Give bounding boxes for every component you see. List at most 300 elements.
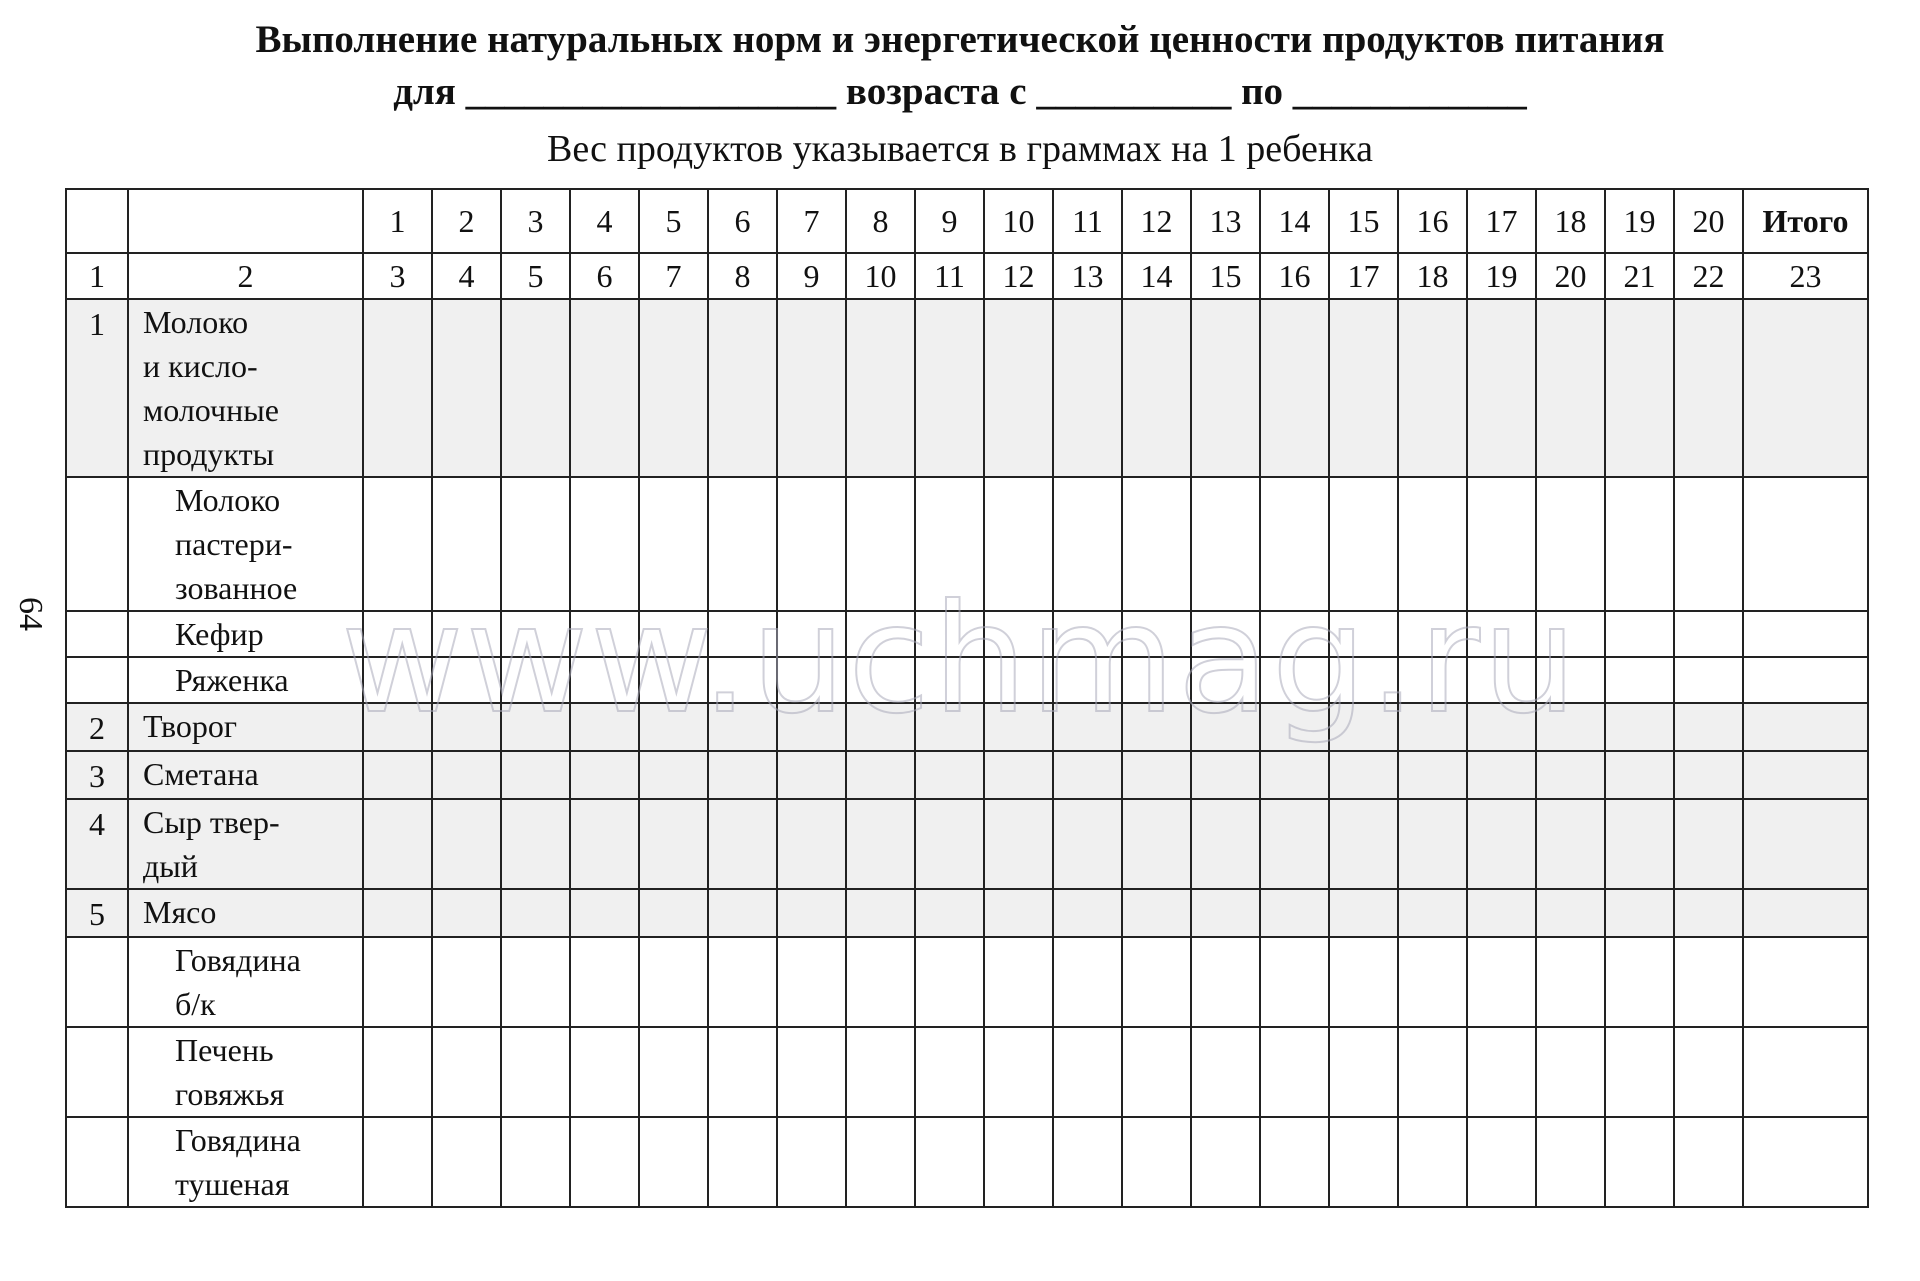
value-cell[interactable]: [1467, 889, 1536, 937]
column-number: 18: [1398, 253, 1467, 299]
value-cell[interactable]: [1122, 703, 1191, 751]
product-row: [66, 657, 1868, 703]
value-cell[interactable]: [1536, 299, 1605, 477]
value-cell[interactable]: [1260, 299, 1329, 477]
value-cell[interactable]: [1122, 611, 1191, 657]
value-cell[interactable]: [1122, 799, 1191, 889]
row-number: [66, 937, 128, 1027]
value-cell[interactable]: [1053, 937, 1122, 1027]
column-number: 10: [846, 253, 915, 299]
value-cell[interactable]: [570, 657, 639, 703]
value-cell[interactable]: [1536, 889, 1605, 937]
value-cell[interactable]: [1536, 611, 1605, 657]
column-number: 16: [1260, 253, 1329, 299]
value-cell[interactable]: [1743, 889, 1868, 937]
value-cell[interactable]: [1398, 751, 1467, 799]
value-cell[interactable]: [1743, 611, 1868, 657]
product-name-line: дый: [143, 848, 198, 884]
value-cell[interactable]: [1743, 477, 1868, 611]
value-cell[interactable]: [1053, 799, 1122, 889]
value-cell[interactable]: [1536, 657, 1605, 703]
value-cell[interactable]: [846, 477, 915, 611]
value-cell[interactable]: [639, 751, 708, 799]
value-cell[interactable]: [1605, 751, 1674, 799]
header-day: 17: [1467, 189, 1536, 253]
value-cell[interactable]: [984, 751, 1053, 799]
row-number: 5: [66, 889, 128, 937]
value-cell[interactable]: [984, 611, 1053, 657]
value-cell[interactable]: [1605, 937, 1674, 1027]
value-cell[interactable]: [363, 937, 432, 1027]
value-cell[interactable]: [1260, 889, 1329, 937]
header-day: 6: [708, 189, 777, 253]
product-name: [128, 937, 363, 1027]
value-cell[interactable]: [1743, 799, 1868, 889]
value-cell[interactable]: [1122, 1117, 1191, 1207]
value-cell[interactable]: [777, 657, 846, 703]
value-cell[interactable]: [501, 799, 570, 889]
header-empty-cell: [66, 189, 128, 253]
value-cell[interactable]: [1398, 799, 1467, 889]
value-cell[interactable]: [708, 751, 777, 799]
value-cell[interactable]: [915, 799, 984, 889]
header-total: Итого: [1743, 189, 1868, 253]
value-cell[interactable]: [1536, 937, 1605, 1027]
header-day: 16: [1398, 189, 1467, 253]
value-cell[interactable]: [639, 889, 708, 937]
value-cell[interactable]: [1467, 1027, 1536, 1117]
value-cell[interactable]: [432, 657, 501, 703]
value-cell[interactable]: [1605, 889, 1674, 937]
value-cell[interactable]: [1605, 799, 1674, 889]
value-cell[interactable]: [1467, 657, 1536, 703]
value-cell[interactable]: [639, 611, 708, 657]
value-cell[interactable]: [501, 937, 570, 1027]
value-cell[interactable]: [1260, 799, 1329, 889]
row-number: [66, 477, 128, 611]
value-cell[interactable]: [570, 937, 639, 1027]
value-cell[interactable]: [1674, 611, 1743, 657]
value-cell[interactable]: [432, 1117, 501, 1207]
header-day: 12: [1122, 189, 1191, 253]
value-cell[interactable]: [1053, 657, 1122, 703]
value-cell[interactable]: [1674, 751, 1743, 799]
value-cell[interactable]: [432, 1027, 501, 1117]
value-cell[interactable]: [777, 611, 846, 657]
value-cell[interactable]: [639, 299, 708, 477]
value-cell[interactable]: [432, 937, 501, 1027]
value-cell[interactable]: [1743, 657, 1868, 703]
value-cell[interactable]: [432, 751, 501, 799]
value-cell[interactable]: [846, 937, 915, 1027]
column-number: 13: [1053, 253, 1122, 299]
value-cell[interactable]: [501, 703, 570, 751]
value-cell[interactable]: [915, 889, 984, 937]
product-row: [66, 299, 1868, 477]
header-day: 15: [1329, 189, 1398, 253]
value-cell[interactable]: [1329, 799, 1398, 889]
value-cell[interactable]: [501, 1027, 570, 1117]
value-cell[interactable]: [846, 611, 915, 657]
value-cell[interactable]: [1605, 703, 1674, 751]
value-cell[interactable]: [1329, 751, 1398, 799]
value-cell[interactable]: [1122, 937, 1191, 1027]
value-cell[interactable]: [363, 477, 432, 611]
value-cell[interactable]: [1743, 703, 1868, 751]
value-cell[interactable]: [1467, 299, 1536, 477]
value-cell[interactable]: [1260, 937, 1329, 1027]
value-cell[interactable]: [1674, 937, 1743, 1027]
value-cell[interactable]: [570, 799, 639, 889]
value-cell[interactable]: [639, 477, 708, 611]
value-cell[interactable]: [1191, 1027, 1260, 1117]
value-cell[interactable]: [708, 1027, 777, 1117]
value-cell[interactable]: [501, 1117, 570, 1207]
header-day: 20: [1674, 189, 1743, 253]
value-cell[interactable]: [984, 937, 1053, 1027]
value-cell[interactable]: [1329, 703, 1398, 751]
product-name-line: Мясо: [143, 894, 217, 930]
value-cell[interactable]: [1398, 1117, 1467, 1207]
value-cell[interactable]: [915, 1027, 984, 1117]
value-cell[interactable]: [1674, 799, 1743, 889]
value-cell[interactable]: [1191, 611, 1260, 657]
value-cell[interactable]: [1674, 1117, 1743, 1207]
value-cell[interactable]: [1398, 1027, 1467, 1117]
value-cell[interactable]: [363, 657, 432, 703]
value-cell[interactable]: [984, 1117, 1053, 1207]
value-cell[interactable]: [501, 889, 570, 937]
value-cell[interactable]: [1536, 751, 1605, 799]
column-number: 11: [915, 253, 984, 299]
value-cell[interactable]: [1329, 1027, 1398, 1117]
value-cell[interactable]: [1260, 703, 1329, 751]
value-cell[interactable]: [708, 937, 777, 1027]
value-cell[interactable]: [1398, 889, 1467, 937]
value-cell[interactable]: [1260, 657, 1329, 703]
value-cell[interactable]: [1398, 657, 1467, 703]
product-name: [128, 889, 363, 937]
value-cell[interactable]: [708, 657, 777, 703]
value-cell[interactable]: [570, 477, 639, 611]
product-name-line: тушеная: [175, 1166, 290, 1202]
value-cell[interactable]: [1536, 1027, 1605, 1117]
value-cell[interactable]: [1329, 299, 1398, 477]
column-number: 1: [66, 253, 128, 299]
value-cell[interactable]: [915, 611, 984, 657]
value-cell[interactable]: [1536, 1117, 1605, 1207]
product-name: [128, 611, 363, 657]
value-cell[interactable]: [501, 751, 570, 799]
column-number: 21: [1605, 253, 1674, 299]
value-cell[interactable]: [984, 477, 1053, 611]
value-cell[interactable]: [1467, 611, 1536, 657]
value-cell[interactable]: [708, 703, 777, 751]
value-cell[interactable]: [570, 1027, 639, 1117]
product-name: [128, 1117, 363, 1207]
value-cell[interactable]: [1467, 703, 1536, 751]
value-cell[interactable]: [639, 1117, 708, 1207]
value-cell[interactable]: [1743, 937, 1868, 1027]
header-day: 4: [570, 189, 639, 253]
value-cell[interactable]: [1260, 751, 1329, 799]
value-cell[interactable]: [708, 799, 777, 889]
value-cell[interactable]: [1605, 477, 1674, 611]
header-day: 13: [1191, 189, 1260, 253]
value-cell[interactable]: [777, 799, 846, 889]
column-number: 20: [1536, 253, 1605, 299]
value-cell[interactable]: [1605, 299, 1674, 477]
header-day: 2: [432, 189, 501, 253]
column-number: 14: [1122, 253, 1191, 299]
value-cell[interactable]: [1191, 1117, 1260, 1207]
value-cell[interactable]: [777, 937, 846, 1027]
row-number: [66, 657, 128, 703]
value-cell[interactable]: [1260, 477, 1329, 611]
value-cell[interactable]: [639, 703, 708, 751]
value-cell[interactable]: [1191, 799, 1260, 889]
value-cell[interactable]: [1467, 937, 1536, 1027]
product-name-line: и кисло-: [143, 348, 258, 384]
document-subtitle: Вес продуктов указывается в граммах на 1 ребенка: [547, 128, 1373, 170]
value-cell[interactable]: [708, 299, 777, 477]
value-cell[interactable]: [1329, 1117, 1398, 1207]
value-cell[interactable]: [1398, 937, 1467, 1027]
value-cell[interactable]: [1398, 611, 1467, 657]
value-cell[interactable]: [1191, 477, 1260, 611]
value-cell[interactable]: [1467, 477, 1536, 611]
title-line-2: для ___________________ возраста с __________ по ____________: [393, 70, 1527, 113]
header-day: 14: [1260, 189, 1329, 253]
column-number: 23: [1743, 253, 1868, 299]
value-cell[interactable]: [1191, 751, 1260, 799]
column-number: 2: [128, 253, 363, 299]
value-cell[interactable]: [1605, 1027, 1674, 1117]
value-cell[interactable]: [639, 937, 708, 1027]
product-name: [128, 1027, 363, 1117]
value-cell[interactable]: [1053, 889, 1122, 937]
value-cell[interactable]: [1329, 937, 1398, 1027]
value-cell[interactable]: [708, 477, 777, 611]
value-cell[interactable]: [1191, 889, 1260, 937]
product-row: [66, 477, 1868, 611]
row-number: 1: [66, 299, 128, 477]
value-cell[interactable]: [1674, 703, 1743, 751]
value-cell[interactable]: [1191, 299, 1260, 477]
column-number: 8: [708, 253, 777, 299]
value-cell[interactable]: [915, 299, 984, 477]
value-cell[interactable]: [363, 299, 432, 477]
value-cell[interactable]: [1674, 889, 1743, 937]
value-cell[interactable]: [915, 657, 984, 703]
value-cell[interactable]: [777, 703, 846, 751]
value-cell[interactable]: [1053, 611, 1122, 657]
value-cell[interactable]: [1743, 751, 1868, 799]
header-day: 9: [915, 189, 984, 253]
product-name-line: Печень: [175, 1032, 274, 1068]
value-cell[interactable]: [1053, 1027, 1122, 1117]
value-cell[interactable]: [1743, 1027, 1868, 1117]
value-cell[interactable]: [1536, 477, 1605, 611]
value-cell[interactable]: [915, 703, 984, 751]
product-name-line: Говядина: [175, 942, 301, 978]
value-cell[interactable]: [984, 1027, 1053, 1117]
value-cell[interactable]: [1122, 657, 1191, 703]
value-cell[interactable]: [570, 889, 639, 937]
value-cell[interactable]: [708, 889, 777, 937]
value-cell[interactable]: [1329, 611, 1398, 657]
value-cell[interactable]: [915, 477, 984, 611]
product-name-line: молочные: [143, 392, 279, 428]
value-cell[interactable]: [984, 299, 1053, 477]
value-cell[interactable]: [363, 751, 432, 799]
product-name: [128, 799, 363, 889]
value-cell[interactable]: [363, 703, 432, 751]
value-cell[interactable]: [432, 477, 501, 611]
value-cell[interactable]: [1053, 751, 1122, 799]
value-cell[interactable]: [1122, 751, 1191, 799]
value-cell[interactable]: [1329, 889, 1398, 937]
value-cell[interactable]: [984, 703, 1053, 751]
value-cell[interactable]: [1605, 611, 1674, 657]
value-cell[interactable]: [1053, 477, 1122, 611]
value-cell[interactable]: [846, 657, 915, 703]
product-name-line: зованное: [175, 570, 298, 606]
value-cell[interactable]: [846, 299, 915, 477]
value-cell[interactable]: [777, 751, 846, 799]
value-cell[interactable]: [1398, 477, 1467, 611]
value-cell[interactable]: [1260, 611, 1329, 657]
value-cell[interactable]: [639, 1027, 708, 1117]
value-cell[interactable]: [432, 299, 501, 477]
value-cell[interactable]: [432, 611, 501, 657]
value-cell[interactable]: [1743, 299, 1868, 477]
value-cell[interactable]: [915, 1117, 984, 1207]
value-cell[interactable]: [570, 299, 639, 477]
product-name-line: говяжья: [175, 1076, 285, 1112]
value-cell[interactable]: [432, 799, 501, 889]
value-cell[interactable]: [708, 1117, 777, 1207]
value-cell[interactable]: [1191, 937, 1260, 1027]
value-cell[interactable]: [1260, 1117, 1329, 1207]
value-cell[interactable]: [777, 1027, 846, 1117]
value-cell[interactable]: [363, 1027, 432, 1117]
value-cell[interactable]: [1329, 477, 1398, 611]
value-cell[interactable]: [1467, 751, 1536, 799]
value-cell[interactable]: [846, 751, 915, 799]
value-cell[interactable]: [777, 299, 846, 477]
row-number: 4: [66, 799, 128, 889]
value-cell[interactable]: [1191, 657, 1260, 703]
value-cell[interactable]: [501, 611, 570, 657]
value-cell[interactable]: [570, 1117, 639, 1207]
value-cell[interactable]: [1467, 799, 1536, 889]
value-cell[interactable]: [1122, 299, 1191, 477]
product-row: [66, 889, 1868, 937]
product-row: [66, 937, 1868, 1027]
value-cell[interactable]: [1743, 1117, 1868, 1207]
value-cell[interactable]: [984, 889, 1053, 937]
value-cell[interactable]: [1053, 1117, 1122, 1207]
value-cell[interactable]: [984, 799, 1053, 889]
value-cell[interactable]: [915, 751, 984, 799]
value-cell[interactable]: [1122, 1027, 1191, 1117]
value-cell[interactable]: [363, 611, 432, 657]
header-empty-cell: [128, 189, 363, 253]
value-cell[interactable]: [846, 1117, 915, 1207]
value-cell[interactable]: [1536, 799, 1605, 889]
value-cell[interactable]: [501, 657, 570, 703]
value-cell[interactable]: [363, 1117, 432, 1207]
value-cell[interactable]: [777, 1117, 846, 1207]
value-cell[interactable]: [570, 611, 639, 657]
value-cell[interactable]: [984, 657, 1053, 703]
value-cell[interactable]: [1398, 299, 1467, 477]
value-cell[interactable]: [432, 889, 501, 937]
value-cell[interactable]: [639, 799, 708, 889]
value-cell[interactable]: [846, 889, 915, 937]
value-cell[interactable]: [1536, 703, 1605, 751]
value-cell[interactable]: [1674, 657, 1743, 703]
value-cell[interactable]: [708, 611, 777, 657]
product-name-line: продукты: [143, 436, 275, 472]
row-number: 2: [66, 703, 128, 751]
header-day: 1: [363, 189, 432, 253]
value-cell[interactable]: [1053, 299, 1122, 477]
product-name-line: Ряженка: [175, 662, 289, 698]
value-cell[interactable]: [1398, 703, 1467, 751]
value-cell[interactable]: [1122, 889, 1191, 937]
value-cell[interactable]: [1605, 1117, 1674, 1207]
value-cell[interactable]: [915, 937, 984, 1027]
value-cell[interactable]: [846, 1027, 915, 1117]
value-cell[interactable]: [1053, 703, 1122, 751]
value-cell[interactable]: [1605, 657, 1674, 703]
watermark: www.uchmag.ru: [340, 573, 1580, 747]
column-number: 3: [363, 253, 432, 299]
value-cell[interactable]: [639, 657, 708, 703]
product-name-line: б/к: [175, 986, 216, 1022]
header-day: 8: [846, 189, 915, 253]
product-row: [66, 611, 1868, 657]
value-cell[interactable]: [1674, 1027, 1743, 1117]
value-cell[interactable]: [1191, 703, 1260, 751]
product-name-line: Молоко: [175, 482, 281, 518]
value-cell[interactable]: [777, 477, 846, 611]
value-cell[interactable]: [846, 703, 915, 751]
value-cell[interactable]: [1260, 1027, 1329, 1117]
value-cell[interactable]: [501, 477, 570, 611]
value-cell[interactable]: [1329, 657, 1398, 703]
header-row: [66, 189, 1868, 253]
value-cell[interactable]: [363, 889, 432, 937]
value-cell[interactable]: [501, 299, 570, 477]
value-cell[interactable]: [570, 703, 639, 751]
value-cell[interactable]: [846, 799, 915, 889]
header-day: 10: [984, 189, 1053, 253]
value-cell[interactable]: [1122, 477, 1191, 611]
value-cell[interactable]: [363, 799, 432, 889]
value-cell[interactable]: [1467, 1117, 1536, 1207]
value-cell[interactable]: [777, 889, 846, 937]
product-name-line: Молоко: [143, 304, 249, 340]
page-number: 64: [12, 597, 49, 631]
value-cell[interactable]: [1674, 299, 1743, 477]
value-cell[interactable]: [570, 751, 639, 799]
value-cell[interactable]: [1674, 477, 1743, 611]
column-number: 22: [1674, 253, 1743, 299]
value-cell[interactable]: [432, 703, 501, 751]
